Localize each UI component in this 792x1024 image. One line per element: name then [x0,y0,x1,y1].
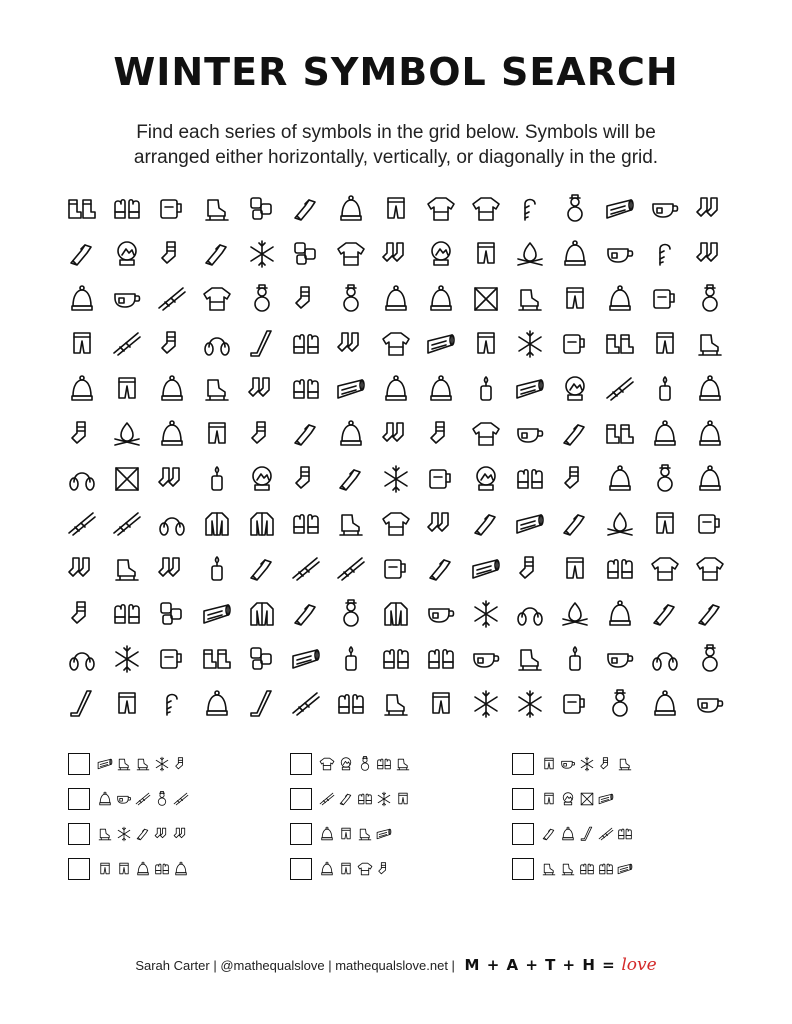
mittens-icon [356,788,374,810]
winter-hat-icon [603,282,637,316]
winter-hat-icon [693,417,727,451]
sock-icon [558,462,592,496]
ice-skate-icon [379,687,413,721]
hockey-stick-icon [65,687,99,721]
symbol-sequence [540,753,710,777]
sock-icon [513,552,547,586]
symbol-sequence [540,788,710,812]
sweater-icon [318,753,336,775]
winter-hat-icon [334,192,368,226]
tea-cup-icon [110,282,144,316]
scarf-icon [200,237,234,271]
sock-icon [155,327,189,361]
instructions-line-2: arranged either horizontally, vertically, or diagonally in the grid. [133,147,659,168]
skis-icon [603,372,637,406]
skis-icon [65,507,99,541]
firewood-log-icon [334,372,368,406]
checkbox[interactable] [290,753,312,775]
winter-hat-icon [379,282,413,316]
firewood-log-icon [469,552,503,586]
firewood-log-icon [289,642,323,676]
snow-globe-icon [337,753,355,775]
sock-icon [375,858,393,880]
skis-icon [289,687,323,721]
scarf-icon [134,823,152,845]
snowman-icon [153,788,171,810]
scarf-icon [337,788,355,810]
ice-skate-icon [115,753,133,775]
socks-icon [379,417,413,451]
winter-hat-icon [134,858,152,880]
symbol-grid [60,192,732,732]
sock-icon [155,237,189,271]
mittens-icon [110,597,144,631]
ice-skate-icon [200,192,234,226]
snow-pants-icon [110,687,144,721]
symbol-sequence [318,858,488,882]
symbol-sequence [96,788,266,812]
socks-icon [153,823,171,845]
winter-hat-icon [648,687,682,721]
snowman-icon [558,192,592,226]
skis-icon [318,788,336,810]
snow-globe-icon [110,237,144,271]
snow-pants-icon [65,327,99,361]
symbol-sequence [96,823,266,847]
checklist-item [290,753,490,781]
tea-cup-icon [603,237,637,271]
checklist-item [512,753,712,781]
scarf-icon [693,597,727,631]
sweater-icon [379,327,413,361]
footer-love: love [621,955,657,975]
tea-cup-icon [513,417,547,451]
skis-icon [134,788,152,810]
campfire-icon [558,597,592,631]
mittens-icon [616,823,634,845]
symbol-sequence [96,753,266,777]
snowflake-icon [115,823,133,845]
snow-pants-icon [469,327,503,361]
firewood-log-icon [513,507,547,541]
mittens-icon [289,372,323,406]
snowman-icon [603,687,637,721]
snowflake-icon [578,753,596,775]
winter-hat-icon [155,417,189,451]
sweater-icon [469,192,503,226]
winter-hat-icon [65,372,99,406]
cocoa-mug-icon [693,507,727,541]
snow-globe-icon [424,237,458,271]
ice-skate-icon [513,282,547,316]
mittens-icon [153,858,171,880]
instructions-line-1: Find each series of symbols in the grid below. Symbols will be [136,122,656,143]
checkbox[interactable] [68,788,90,810]
symbol-sequence [96,858,266,882]
instructions [60,120,732,170]
snow-pants-icon [648,507,682,541]
scarf-icon [289,417,323,451]
socks-icon [334,327,368,361]
snowflake-icon [379,462,413,496]
sweater-icon [356,858,374,880]
winter-hat-icon [155,372,189,406]
sweater-icon [424,192,458,226]
scarf-icon [334,462,368,496]
checkbox[interactable] [512,858,534,880]
earmuffs-icon [155,507,189,541]
winter-hat-icon [559,823,577,845]
ice-skate-icon [559,858,577,880]
sweater-icon [693,552,727,586]
checklist-item [512,858,712,886]
campfire-icon [110,417,144,451]
snowflake-icon [469,687,503,721]
skis-icon [172,788,190,810]
snow-globe-icon [469,462,503,496]
snow-pants-icon [337,858,355,880]
skis-icon [110,507,144,541]
snow-boots-icon [200,642,234,676]
cocoa-mug-icon [558,687,592,721]
winter-hat-icon [648,417,682,451]
campfire-icon [513,237,547,271]
earmuffs-icon [65,642,99,676]
winter-hat-icon [603,597,637,631]
sweater-icon [469,417,503,451]
snow-boots-icon [603,327,637,361]
sock-icon [289,282,323,316]
firewood-log-icon [513,372,547,406]
winter-hat-icon [96,788,114,810]
firewood-log-icon [375,823,393,845]
snow-globe-icon [559,788,577,810]
tea-cup-icon [559,753,577,775]
winter-hat-icon [172,858,190,880]
checkbox[interactable] [290,858,312,880]
puffer-jacket-icon [245,597,279,631]
footer [0,955,792,975]
firewood-log-icon [597,788,615,810]
ice-skate-icon [693,327,727,361]
sock-icon [65,417,99,451]
snow-pants-icon [558,282,592,316]
sock-icon [424,417,458,451]
marshmallows-icon [155,597,189,631]
snow-pants-icon [540,753,558,775]
ice-skate-icon [110,552,144,586]
sock-icon [597,753,615,775]
earmuffs-icon [200,327,234,361]
mittens-icon [110,192,144,226]
skis-icon [597,823,615,845]
mittens-icon [334,687,368,721]
mittens-icon [424,642,458,676]
scarf-icon [289,192,323,226]
tea-cup-icon [603,642,637,676]
blanket-icon [110,462,144,496]
campfire-icon [603,507,637,541]
checklist-item [68,753,268,781]
ice-skate-icon [616,753,634,775]
winter-hat-icon [693,462,727,496]
marshmallows-icon [245,642,279,676]
symbol-checklist [68,753,728,893]
ice-skate-icon [394,753,412,775]
winter-hat-icon [334,417,368,451]
scarf-icon [65,237,99,271]
checklist-item [512,823,712,851]
snowflake-icon [245,237,279,271]
scarf-icon [289,597,323,631]
scarf-icon [540,823,558,845]
checkbox[interactable] [68,823,90,845]
winter-hat-icon [65,282,99,316]
cocoa-mug-icon [155,192,189,226]
checklist-item [68,823,268,851]
socks-icon [424,507,458,541]
blanket-icon [578,788,596,810]
sock-icon [245,417,279,451]
snowman-icon [356,753,374,775]
snowman-icon [693,282,727,316]
cocoa-mug-icon [648,282,682,316]
snowflake-icon [375,788,393,810]
checklist-item [68,788,268,816]
marshmallows-icon [245,192,279,226]
earmuffs-icon [648,642,682,676]
candy-cane-icon [648,237,682,271]
snow-pants-icon [648,327,682,361]
cocoa-mug-icon [379,552,413,586]
socks-icon [65,552,99,586]
cocoa-mug-icon [558,327,592,361]
ice-skate-icon [334,507,368,541]
footer-credit: Sarah Carter | @mathequalslove | mathequalslove.net | [135,958,455,973]
socks-icon [379,237,413,271]
firewood-log-icon [616,858,634,880]
socks-icon [155,552,189,586]
symbol-sequence [318,823,488,847]
candle-icon [334,642,368,676]
checklist-item [512,788,712,816]
socks-icon [693,237,727,271]
snowman-icon [334,282,368,316]
sweater-icon [334,237,368,271]
checkbox[interactable] [512,823,534,845]
candy-cane-icon [155,687,189,721]
checklist-item [290,788,490,816]
winter-hat-icon [379,372,413,406]
sweater-icon [648,552,682,586]
symbol-sequence [540,823,710,847]
ice-skate-icon [356,823,374,845]
skis-icon [289,552,323,586]
scarf-icon [558,507,592,541]
checkbox[interactable] [68,858,90,880]
firewood-log-icon [200,597,234,631]
snow-pants-icon [469,237,503,271]
tea-cup-icon [115,788,133,810]
blanket-icon [469,282,503,316]
snow-pants-icon [115,858,133,880]
firewood-log-icon [96,753,114,775]
candle-icon [200,552,234,586]
checklist-item [290,858,490,886]
winter-hat-icon [318,823,336,845]
hockey-stick-icon [245,327,279,361]
mittens-icon [603,552,637,586]
scarf-icon [648,597,682,631]
tea-cup-icon [424,597,458,631]
scarf-icon [424,552,458,586]
cocoa-mug-icon [424,462,458,496]
snow-pants-icon [110,372,144,406]
symbol-sequence [318,788,488,812]
puffer-jacket-icon [379,597,413,631]
mittens-icon [578,858,596,880]
socks-icon [155,462,189,496]
snow-pants-icon [379,192,413,226]
mittens-icon [375,753,393,775]
tea-cup-icon [469,642,503,676]
mittens-icon [289,507,323,541]
checklist-item [290,823,490,851]
socks-icon [245,372,279,406]
snowman-icon [334,597,368,631]
ice-skate-icon [513,642,547,676]
checkbox[interactable] [68,753,90,775]
tea-cup-icon [693,687,727,721]
sock-icon [289,462,323,496]
snow-boots-icon [65,192,99,226]
winter-hat-icon [318,858,336,880]
snowflake-icon [513,327,547,361]
footer-brand: M + A + T + H = [464,956,616,974]
checkbox[interactable] [290,823,312,845]
mittens-icon [379,642,413,676]
snow-pants-icon [96,858,114,880]
candle-icon [558,642,592,676]
socks-icon [172,823,190,845]
candle-icon [648,372,682,406]
snowman-icon [693,642,727,676]
winter-hat-icon [603,462,637,496]
checkbox[interactable] [512,753,534,775]
puffer-jacket-icon [245,507,279,541]
snowflake-icon [513,687,547,721]
winter-hat-icon [558,237,592,271]
page-title: WINTER SYMBOL SEARCH [113,50,679,94]
snow-pants-icon [394,788,412,810]
candy-cane-icon [513,192,547,226]
scarf-icon [469,507,503,541]
snowman-icon [648,462,682,496]
candle-icon [469,372,503,406]
mittens-icon [597,858,615,880]
skis-icon [155,282,189,316]
snow-boots-icon [603,417,637,451]
snow-pants-icon [200,417,234,451]
snowman-icon [245,282,279,316]
winter-hat-icon [693,372,727,406]
sock-icon [65,597,99,631]
snowflake-icon [153,753,171,775]
winter-hat-icon [200,687,234,721]
ice-skate-icon [540,858,558,880]
earmuffs-icon [65,462,99,496]
symbol-sequence [318,753,488,777]
marshmallows-icon [289,237,323,271]
earmuffs-icon [513,597,547,631]
snow-pants-icon [337,823,355,845]
snow-pants-icon [424,687,458,721]
tea-cup-icon [648,192,682,226]
mittens-icon [289,327,323,361]
snowflake-icon [110,642,144,676]
socks-icon [693,192,727,226]
sock-icon [172,753,190,775]
sweater-icon [379,507,413,541]
hockey-stick-icon [578,823,596,845]
snowflake-icon [469,597,503,631]
winter-hat-icon [424,372,458,406]
mittens-icon [513,462,547,496]
sweater-icon [200,282,234,316]
firewood-log-icon [603,192,637,226]
snow-globe-icon [245,462,279,496]
checkbox[interactable] [290,788,312,810]
hockey-stick-icon [245,687,279,721]
symbol-sequence [540,858,710,882]
snow-pants-icon [558,552,592,586]
winter-hat-icon [424,282,458,316]
snow-pants-icon [540,788,558,810]
ice-skate-icon [134,753,152,775]
checkbox[interactable] [512,788,534,810]
checklist-item [68,858,268,886]
skis-icon [334,552,368,586]
ice-skate-icon [96,823,114,845]
puffer-jacket-icon [200,507,234,541]
cocoa-mug-icon [155,642,189,676]
scarf-icon [558,417,592,451]
skis-icon [110,327,144,361]
snow-globe-icon [558,372,592,406]
candle-icon [200,462,234,496]
scarf-icon [245,552,279,586]
ice-skate-icon [200,372,234,406]
firewood-log-icon [424,327,458,361]
